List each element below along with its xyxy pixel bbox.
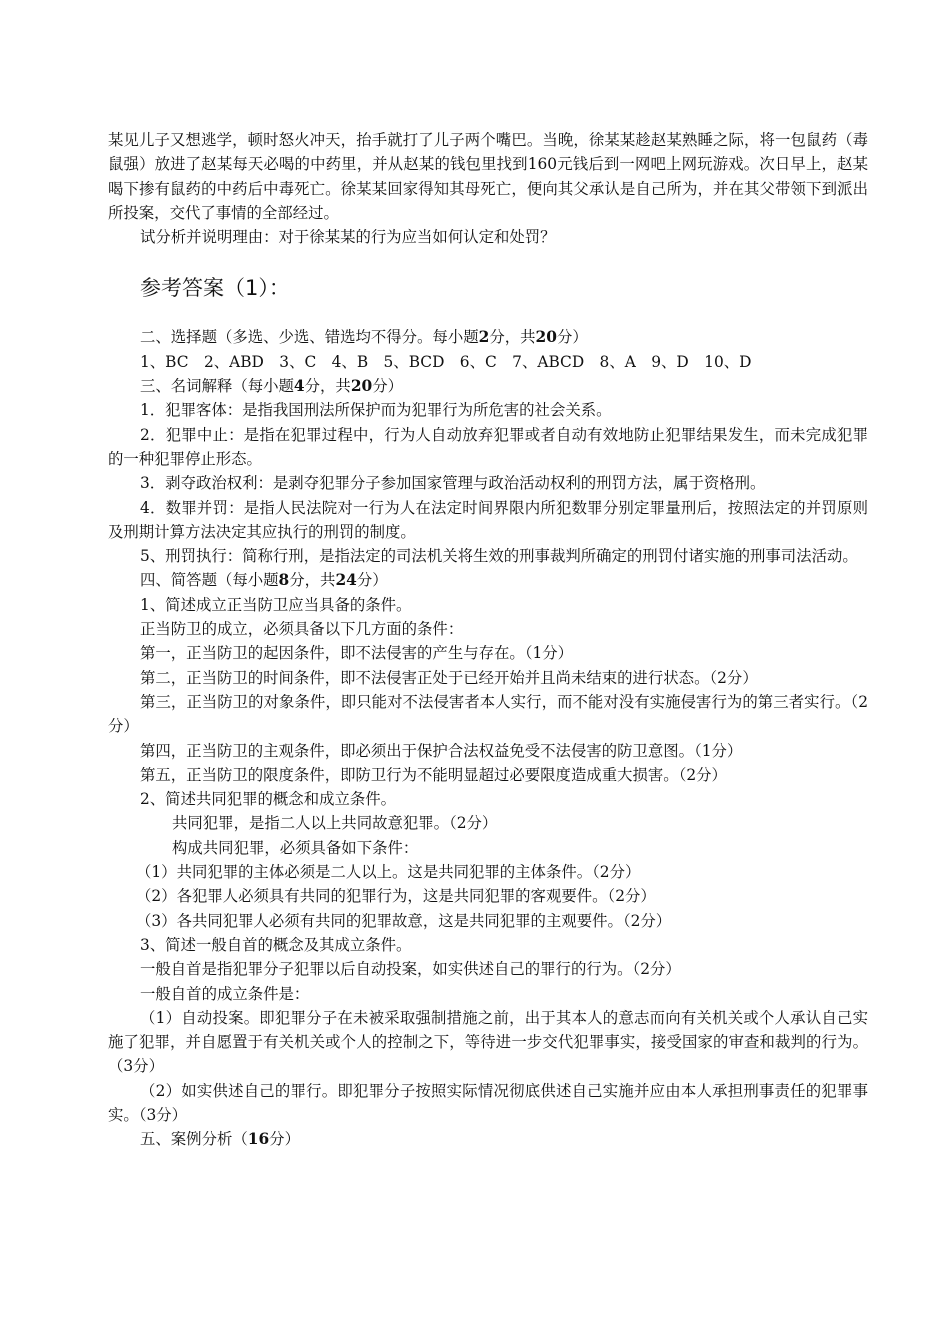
term-item: 1．犯罪客体：是指我国刑法所保护而为犯罪行为所危害的社会关系。 xyxy=(140,401,612,420)
question-2-definition: 共同犯罪，是指二人以上共同故意犯罪。（2分） xyxy=(172,814,498,833)
section-2-answers: 1、BC 2、ABD 3、C 4、B 5、BCD 6、C 7、ABCD 8、A 9、D 10、D xyxy=(140,352,752,371)
case-paragraph: 某见儿子又想逃学，顿时怒火冲天，抬手就打了儿子两个嘴巴。当晚，徐某某趁赵某熟睡之际，将一包鼠药（毒鼠强）放进了赵某每天必喝的中药里，并从赵某的钱包里找到160元钱后到一网吧上网玩游戏。次日早上，赵某喝下掺有鼠药的中药后中毒死亡。徐某某回家得知其母死亡，便向其父承认是自己所为，并在其父带领下到派出所投案，交代了事情的全部经过。 xyxy=(108,131,868,222)
section-2-title: 二、选择题（多选、少选、错选均不得分。每小题2分，共20分） xyxy=(140,328,588,347)
question-2: 2、简述共同犯罪的概念和成立条件。 xyxy=(140,790,397,809)
term-item: 3．剥夺政治权利：是剥夺犯罪分子参加国家管理与政治活动权利的刑罚方法，属于资格刑。 xyxy=(140,474,766,493)
question-1-point: 第二，正当防卫的时间条件，即不法侵害正处于已经开始并且尚未结束的进行状态。（2分） xyxy=(140,668,758,687)
question-3-point: （2）如实供述自己的罪行。即犯罪分子按照实际情况彻底供述自己实施并应由本人承担刑事责任的犯罪事实。（3分） xyxy=(108,1081,868,1124)
question-3: 3、简述一般自首的概念及其成立条件。 xyxy=(140,935,412,954)
case-question: 试分析并说明理由：对于徐某某的行为应当如何认定和处罚？ xyxy=(140,228,556,247)
question-1-point: 第一，正当防卫的起因条件，即不法侵害的产生与存在。（1分） xyxy=(140,644,574,663)
section-5-title: 五、案例分析（16分） xyxy=(140,1130,300,1149)
term-item: 4．数罪并罚：是指人民法院对一行为人在法定时间界限内所犯数罪分别定罪量刑后，按照法定的并罚原则及刑期计算方法决定其应执行的刑罚的制度。 xyxy=(108,498,868,541)
section-4-title: 四、简答题（每小题8分，共24分） xyxy=(140,571,388,590)
question-1-intro: 正当防卫的成立，必须具备以下几方面的条件： xyxy=(140,620,464,639)
question-2-point: （3）各共同犯罪人必须有共同的犯罪故意，这是共同犯罪的主观要件。（2分） xyxy=(136,911,672,930)
question-1-point: 第三，正当防卫的对象条件，即只能对不法侵害者本人实行，而不能对没有实施侵害行为的第三者实行。（2分） xyxy=(108,692,868,736)
question-1-point: 第五，正当防卫的限度条件，即防卫行为不能明显超过必要限度造成重大损害。（2分） xyxy=(140,765,727,784)
question-2-point: （2）各犯罪人必须具有共同的犯罪行为，这是共同犯罪的客观要件。（2分） xyxy=(136,887,656,906)
section-3-title: 三、名词解释（每小题4分，共20分） xyxy=(140,377,404,396)
question-3-intro: 一般自首的成立条件是： xyxy=(140,984,310,1003)
question-3-point: （1）自动投案。即犯罪分子在未被采取强制措施之前，出于其本人的意志而向有关机关或个人承认自己实施了犯罪，并自愿置于有关机关或个人的控制之下，等待进一步交代犯罪事实，接受国家的审查和裁判的行为。（3分） xyxy=(108,1008,868,1076)
answer-heading: 参考答案（1）： xyxy=(140,276,290,301)
question-2-point: （1）共同犯罪的主体必须是二人以上。这是共同犯罪的主体条件。（2分） xyxy=(136,863,641,882)
question-2-intro: 构成共同犯罪，必须具备如下条件： xyxy=(172,838,419,857)
question-3-definition: 一般自首是指犯罪分子犯罪以后自动投案，如实供述自己的罪行的行为。（2分） xyxy=(140,960,681,979)
term-item: 2．犯罪中止：是指在犯罪过程中，行为人自动放弃犯罪或者自动有效地防止犯罪结果发生，而未完成犯罪的一种犯罪停止形态。 xyxy=(108,425,868,468)
question-1-point: 第四，正当防卫的主观条件，即必须出于保护合法权益免受不法侵害的防卫意图。（1分） xyxy=(140,741,743,760)
question-1: 1、简述成立正当防卫应当具备的条件。 xyxy=(140,595,412,614)
term-item: 5、刑罚执行：简称行刑，是指法定的司法机关将生效的刑事裁判所确定的刑罚付诸实施的刑事司法活动。 xyxy=(140,547,858,566)
document-page xyxy=(108,128,868,1152)
